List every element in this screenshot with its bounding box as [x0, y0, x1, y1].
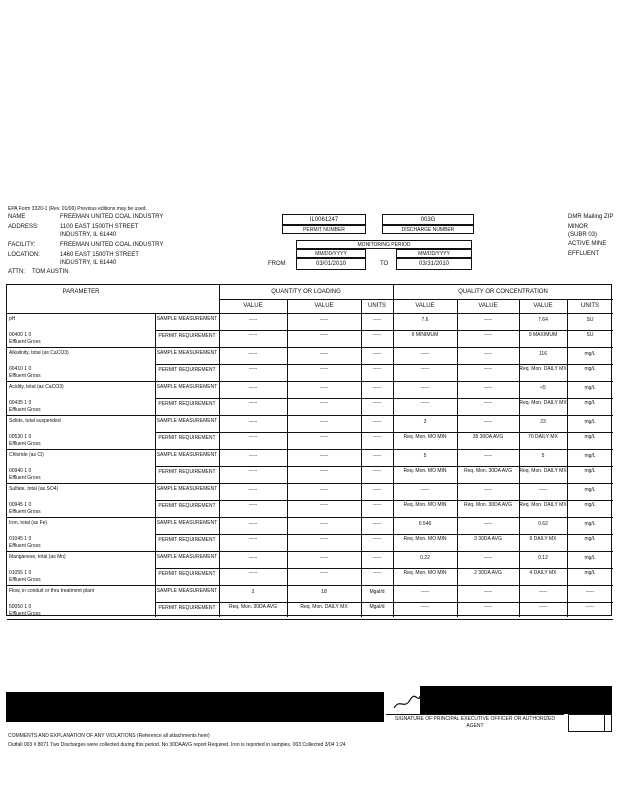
permit-value: Req. Mon. DAILY MX — [519, 502, 567, 508]
sample-value: mg/L — [584, 351, 596, 357]
row-mid-line — [155, 534, 613, 535]
sample-measurement-label: SAMPLE MEASUREMENT — [156, 486, 218, 492]
row-bottom-line — [7, 551, 613, 552]
permit-value: Req. Mon. MO MIN — [403, 468, 447, 474]
row-mid-line — [155, 364, 613, 365]
parameter-name: pH — [9, 316, 16, 322]
attn-label: ATTN: — [8, 269, 25, 275]
permit-value: ----- — [319, 468, 329, 474]
address-label: ADDRESS: — [8, 224, 39, 230]
permit-value: mg/L — [584, 536, 596, 542]
signature-caption: SIGNATURE OF PRINCIPAL EXECUTIVE OFFICER OR AUTHORIZED AGENT — [395, 716, 555, 729]
parameter-code: 00530 1 0 — [9, 434, 32, 440]
sample-value: mg/L — [584, 385, 596, 391]
row-bottom-line — [7, 585, 613, 586]
permit-value: 70 DAILY MX — [528, 434, 558, 440]
sample-value: ----- — [420, 351, 430, 357]
sample-measurement-label: SAMPLE MEASUREMENT — [156, 520, 218, 526]
dmr-mailing: DMR Mailing ZIP — [568, 214, 614, 220]
permit-value: ----- — [248, 434, 258, 440]
permit-value: ----- — [372, 434, 382, 440]
sample-value: ----- — [248, 555, 258, 561]
permit-value: ----- — [372, 332, 382, 338]
discharge-number-box — [382, 214, 474, 225]
sample-value: mg/L — [584, 555, 596, 561]
sample-value: Mgal/d — [369, 589, 385, 595]
name-label: NAME — [8, 214, 26, 220]
sample-value: ----- — [483, 521, 493, 527]
permit-value: Req. Mon. DAILY MX — [300, 604, 348, 610]
signature-scribble — [392, 692, 422, 712]
row-mid-line — [155, 602, 613, 603]
row-bottom-line — [7, 619, 613, 620]
parameter-name: Alkalinity, total (as CaCO3) — [9, 350, 69, 356]
header-bottom-line — [7, 313, 613, 314]
sample-value: ----- — [420, 589, 430, 595]
sample-value: ----- — [372, 317, 382, 323]
permit-value: ----- — [483, 604, 493, 610]
sample-value: ----- — [248, 453, 258, 459]
permit-value: ----- — [319, 502, 329, 508]
sample-measurement-label: SAMPLE MEASUREMENT — [156, 384, 218, 390]
row-mid-line — [155, 432, 613, 433]
comments-label: COMMENTS AND EXPLANATION OF ANY VIOLATIONS (Reference all attachments here) — [8, 733, 210, 739]
from-date: 03/01/2010 — [315, 261, 347, 267]
permit-requirement-label: PERMIT REQUIREMENT — [158, 605, 216, 611]
permit-value: mg/L — [584, 570, 596, 576]
parameter-detail: Effluent Gross — [9, 373, 41, 379]
parameter-code: 00940 1 0 — [9, 468, 32, 474]
discharge-number: 003G — [420, 216, 436, 223]
permit-value: Req. Mon. 30DA AVG — [229, 604, 277, 610]
permit-value: ----- — [483, 400, 493, 406]
sample-value: ----- — [372, 487, 382, 493]
permit-value: ----- — [483, 332, 493, 338]
discharge-number-caption: DISCHARGE NUMBER — [401, 226, 455, 233]
permit-value: Req. Mon. MO MIN — [403, 502, 447, 508]
permit-number: IL0061247 — [309, 216, 339, 223]
sample-measurement-label: SAMPLE MEASUREMENT — [156, 554, 218, 560]
sample-value: <5 — [540, 385, 546, 391]
period-format-right: MM/DD/YYYY — [418, 250, 450, 257]
from-label: FROM — [268, 261, 286, 267]
col-quality-value-2: VALUE — [478, 303, 498, 309]
sample-value: 116 — [539, 351, 547, 357]
sample-measurement-label: SAMPLE MEASUREMENT — [156, 588, 218, 594]
permit-value: ----- — [319, 536, 329, 542]
parameter-name: Acidity, total (as CaCO3) — [9, 384, 64, 390]
sample-value: ----- — [420, 385, 430, 391]
row-bottom-line — [7, 347, 613, 348]
discharge-number-caption-box — [382, 225, 474, 234]
permit-number-box — [282, 214, 366, 225]
permit-value: ----- — [248, 536, 258, 542]
parameter-name: Manganese, total (as Mn) — [9, 554, 66, 560]
permit-value: Req. Mon. DAILY MX — [519, 366, 567, 372]
sample-value: mg/L — [584, 487, 596, 493]
sample-value: ----- — [248, 487, 258, 493]
redaction-block-left — [6, 692, 384, 722]
sample-value: ----- — [483, 317, 493, 323]
sample-value: ----- — [483, 589, 493, 595]
permit-value: 6 MINIMUM — [411, 332, 439, 338]
sample-value: ----- — [372, 419, 382, 425]
permit-requirement-label: PERMIT REQUIREMENT — [158, 367, 216, 373]
sample-value: ----- — [319, 521, 329, 527]
sample-value: ----- — [248, 317, 258, 323]
parameter-code: 01045 1 0 — [9, 536, 32, 542]
sample-value: ----- — [483, 385, 493, 391]
address-line2: INDUSTRY, IL 61440 — [60, 232, 117, 238]
col-quantity-units: UNITS — [368, 303, 386, 309]
row-mid-line — [155, 330, 613, 331]
parameter-code: 01055 1 0 — [9, 570, 32, 576]
sample-value: ----- — [248, 351, 258, 357]
monitoring-period-title: MONITORING PERIOD — [357, 241, 411, 248]
permit-value: ----- — [248, 332, 258, 338]
row-bottom-line — [7, 381, 613, 382]
name-value: FREEMAN UNITED COAL INDUSTRY — [60, 214, 164, 220]
sample-value: ----- — [538, 487, 548, 493]
sample-value: ----- — [538, 589, 548, 595]
permit-value: mg/L — [584, 468, 596, 474]
sample-value: ----- — [319, 419, 329, 425]
permit-number-caption: PERMIT NUMBER — [303, 226, 345, 233]
attn-value: TOM AUSTIN — [32, 269, 69, 275]
permit-requirement-label: PERMIT REQUIREMENT — [158, 503, 216, 509]
parameter-detail: Effluent Gross — [9, 441, 41, 447]
sample-value: 0.22 — [420, 555, 430, 561]
permit-value: ----- — [372, 570, 382, 576]
form-id: EPA Form 3320-1 (Rev. 01/06) Previous editions may be used. — [8, 206, 147, 212]
col-quality-value-1: VALUE — [415, 303, 435, 309]
permit-value: ----- — [319, 570, 329, 576]
location-line2: INDUSTRY, IL 61440 — [60, 260, 117, 266]
parameter-detail: Effluent Gross — [9, 339, 41, 345]
parameter-detail: Effluent Gross — [9, 577, 41, 583]
col-quantity-value-2: VALUE — [314, 303, 334, 309]
parameter-name: Sulfate, total (as SO4) — [9, 486, 59, 492]
parameter-code: 00435 1 0 — [9, 400, 32, 406]
address-line1: 1100 EAST 1500TH STREET — [60, 224, 139, 230]
permit-value: Req. Mon. MO MIN — [403, 434, 447, 440]
sample-value: 3 — [423, 419, 427, 425]
sample-value: ----- — [319, 555, 329, 561]
parameter-detail: Effluent Gross — [9, 543, 41, 549]
permit-requirement-label: PERMIT REQUIREMENT — [158, 435, 216, 441]
header-divider — [219, 299, 613, 300]
sample-measurement-label: SAMPLE MEASUREMENT — [156, 316, 218, 322]
monitoring-period-title-box — [296, 240, 472, 249]
parameter-code: 50050 1 0 — [9, 604, 32, 610]
period-format-left-box — [296, 249, 366, 258]
right-note-4: EFFLUENT — [568, 251, 600, 257]
permit-value: ----- — [248, 366, 258, 372]
header-quantity: QUANTITY OR LOADING — [271, 289, 341, 295]
permit-value: ----- — [483, 366, 493, 372]
sample-value: ----- — [483, 351, 493, 357]
permit-value: ----- — [420, 604, 430, 610]
location-line1: 1460 EAST 1500TH STREET — [60, 252, 139, 258]
parameter-name: Solids, total suspended — [9, 418, 61, 424]
permit-value: Req. Mon. 30DA AVG — [464, 502, 512, 508]
sample-value: ----- — [372, 521, 382, 527]
area-code-box — [568, 714, 612, 732]
sample-value: ----- — [319, 351, 329, 357]
permit-value: 6 DAILY MX — [529, 536, 557, 542]
sample-value: ----- — [319, 317, 329, 323]
to-date-box — [396, 258, 472, 270]
sample-value: 0.12 — [538, 555, 548, 561]
sample-measurement-label: SAMPLE MEASUREMENT — [156, 418, 218, 424]
sample-value: ----- — [248, 419, 258, 425]
period-format-right-box — [396, 249, 472, 258]
permit-value: 4 DAILY MX — [529, 570, 557, 576]
permit-requirement-label: PERMIT REQUIREMENT — [158, 469, 216, 475]
row-mid-line — [155, 568, 613, 569]
row-mid-line — [155, 398, 613, 399]
permit-value: ----- — [420, 400, 430, 406]
permit-value: Req. Mon. MO MIN — [403, 570, 447, 576]
sample-value: 5 — [541, 453, 545, 459]
permit-value: 3 30DA AVG — [474, 536, 502, 542]
sample-value: 0.62 — [538, 521, 548, 527]
sample-value: ----- — [420, 487, 430, 493]
permit-number-caption-box — [282, 225, 366, 234]
sample-value: ----- — [483, 487, 493, 493]
parameter-code: 00400 1 0 — [9, 332, 32, 338]
permit-value: ----- — [585, 604, 595, 610]
row-bottom-line — [7, 449, 613, 450]
sample-value: ----- — [372, 453, 382, 459]
sample-value: ----- — [248, 385, 258, 391]
permit-requirement-label: PERMIT REQUIREMENT — [158, 537, 216, 543]
permit-value: Req. Mon. DAILY MX — [519, 400, 567, 406]
sample-value: ----- — [483, 453, 493, 459]
permit-value: mg/L — [584, 434, 596, 440]
parameter-code: 00410 1 0 — [9, 366, 32, 372]
dmr-table — [6, 284, 612, 616]
sample-value: 23 — [540, 419, 546, 425]
permit-value: ----- — [248, 570, 258, 576]
permit-value: ----- — [319, 366, 329, 372]
sample-value: 2 — [251, 589, 255, 595]
sample-value: 5 — [423, 453, 427, 459]
sample-value: ----- — [372, 351, 382, 357]
sample-value: ----- — [585, 589, 595, 595]
sample-value: ----- — [483, 555, 493, 561]
redaction-block-right — [420, 686, 612, 714]
parameter-detail: Effluent Gross — [9, 509, 41, 515]
sample-value: ----- — [248, 521, 258, 527]
from-date-box — [296, 258, 366, 270]
col-quality-units: UNITS — [581, 303, 599, 309]
parameter-name: Iron, total (as Fe) — [9, 520, 48, 526]
col-quality-value-3: VALUE — [533, 303, 553, 309]
permit-requirement-label: PERMIT REQUIREMENT — [158, 571, 216, 577]
sample-value: 18 — [321, 589, 327, 595]
sample-value: mg/L — [584, 453, 596, 459]
parameter-detail: Effluent Gross — [9, 475, 41, 481]
permit-value: ----- — [372, 502, 382, 508]
sample-measurement-label: SAMPLE MEASUREMENT — [156, 350, 218, 356]
facility-value: FREEMAN UNITED COAL INDUSTRY — [60, 242, 164, 248]
area-code-divider — [604, 714, 605, 732]
parameter-detail: Effluent Gross — [9, 407, 41, 413]
permit-value: ----- — [372, 366, 382, 372]
sample-value: ----- — [319, 453, 329, 459]
permit-value: Req. Mon. DAILY MX — [519, 468, 567, 474]
sample-measurement-label: SAMPLE MEASUREMENT — [156, 452, 218, 458]
comments-text: Outfall 003 # 8071 Two Discharges were collected during this period. No 30DAAVG report Required. Iron is reported in samples. 003 Collected 3/04 1:24 — [8, 742, 346, 748]
permit-value: ----- — [319, 332, 329, 338]
permit-value: ----- — [248, 502, 258, 508]
facility-label: FACILITY: — [8, 242, 36, 248]
row-mid-line — [155, 500, 613, 501]
col-quantity-value-1: VALUE — [243, 303, 263, 309]
permit-requirement-label: PERMIT REQUIREMENT — [158, 401, 216, 407]
sample-value: ----- — [319, 487, 329, 493]
permit-value: ----- — [420, 366, 430, 372]
sample-value: ----- — [372, 385, 382, 391]
permit-value: SU — [586, 332, 594, 338]
to-label: TO — [380, 261, 389, 267]
signature-line — [386, 714, 564, 715]
permit-value: ----- — [248, 400, 258, 406]
right-note-3: ACTIVE MINE — [568, 241, 607, 247]
period-format-left: MM/DD/YYYY — [315, 250, 347, 257]
permit-value: ----- — [372, 468, 382, 474]
location-label: LOCATION: — [8, 252, 40, 258]
permit-value: ----- — [538, 604, 548, 610]
row-bottom-line — [7, 517, 613, 518]
sample-value: ----- — [483, 419, 493, 425]
permit-value: 2 30DA AVG — [474, 570, 502, 576]
sample-value: SU — [586, 317, 594, 323]
permit-value: ----- — [372, 536, 382, 542]
permit-value: ----- — [319, 434, 329, 440]
permit-value: Req. Mon. 30DA AVG — [464, 468, 512, 474]
sample-value: ----- — [372, 555, 382, 561]
permit-value: Mgal/d — [369, 604, 385, 610]
sample-value: mg/L — [584, 419, 596, 425]
header-quality: QUALITY OR CONCENTRATION — [458, 289, 548, 295]
right-note-1: MINOR — [568, 224, 588, 230]
permit-value: ----- — [319, 400, 329, 406]
permit-value: mg/L — [584, 502, 596, 508]
permit-value: mg/L — [584, 400, 596, 406]
permit-value: 9 MAXIMUM — [528, 332, 558, 338]
permit-value: 35 30DA AVG — [472, 434, 504, 440]
permit-value: ----- — [372, 400, 382, 406]
parameter-code: 00945 1 0 — [9, 502, 32, 508]
permit-requirement-label: PERMIT REQUIREMENT — [158, 333, 216, 339]
header-parameter: PARAMETER — [62, 289, 100, 295]
row-mid-line — [155, 466, 613, 467]
sample-value: 0.546 — [418, 521, 432, 527]
permit-value: Req. Mon. MO MIN — [403, 536, 447, 542]
parameter-name: Flow, in conduit or thru treatment plant — [9, 588, 95, 594]
to-date: 03/31/2010 — [418, 261, 450, 267]
signature-mark — [392, 692, 422, 712]
parameter-detail: Effluent Gross — [9, 611, 41, 617]
row-bottom-line — [7, 483, 613, 484]
row-bottom-line — [7, 415, 613, 416]
sample-value: 7.6 — [421, 317, 429, 323]
parameter-name: Chloride (as Cl) — [9, 452, 44, 458]
right-note-2: (SUBR 03) — [568, 232, 598, 238]
permit-value: ----- — [248, 468, 258, 474]
sample-value: ----- — [319, 385, 329, 391]
sample-value: 7.64 — [538, 317, 548, 323]
permit-value: mg/L — [584, 366, 596, 372]
sample-value: mg/L — [584, 521, 596, 527]
